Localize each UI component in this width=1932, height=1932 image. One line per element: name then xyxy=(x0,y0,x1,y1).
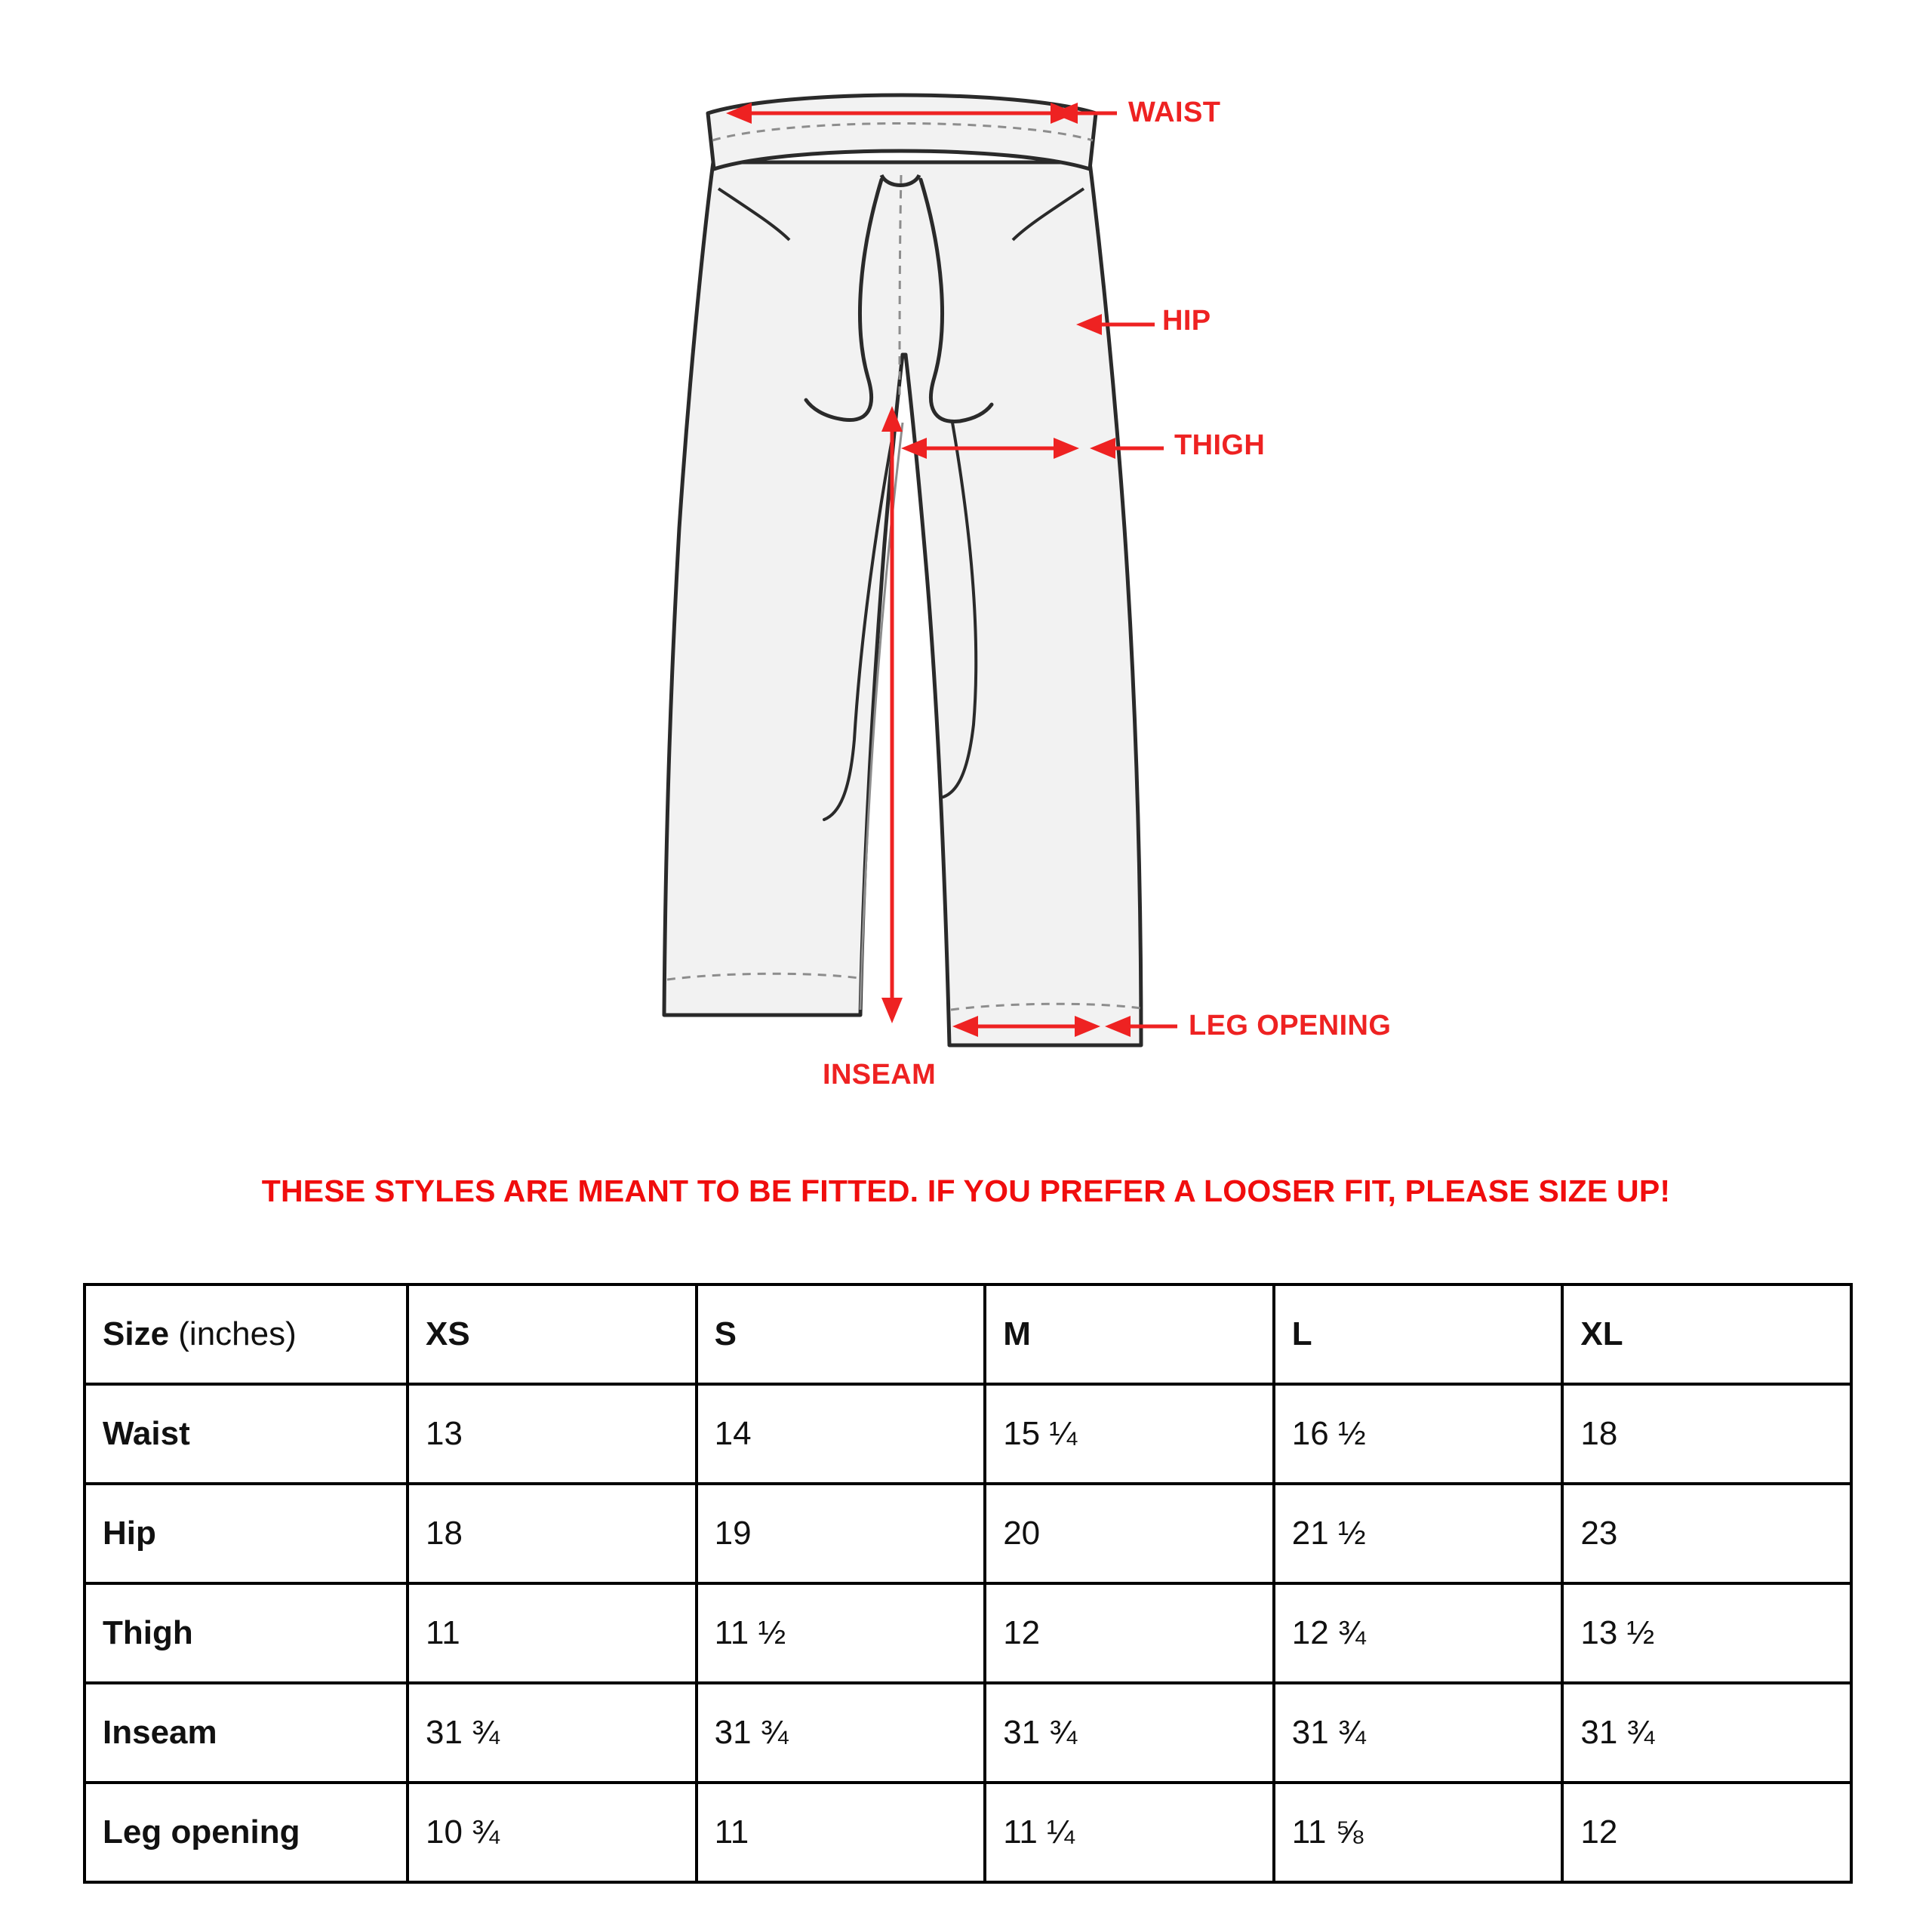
header-size-unit: (inches) xyxy=(169,1315,297,1352)
table-row xyxy=(85,1384,1851,1484)
table-row xyxy=(85,1583,1851,1683)
callout-label-thigh: THIGH xyxy=(1174,429,1266,461)
pants-outline xyxy=(664,95,1141,1045)
row-label-leg-opening: Leg opening xyxy=(85,1783,408,1882)
cell-thigh-l: 12 ¾ xyxy=(1274,1583,1563,1683)
cell-leg-opening-s: 11 xyxy=(697,1783,986,1882)
cell-inseam-l: 31 ¾ xyxy=(1274,1683,1563,1783)
cell-thigh-m: 12 xyxy=(985,1583,1274,1683)
cell-waist-m: 15 ¼ xyxy=(985,1384,1274,1484)
cell-waist-xl: 18 xyxy=(1562,1384,1851,1484)
callout-label-hip: HIP xyxy=(1162,305,1211,337)
cell-leg-opening-m: 11 ¼ xyxy=(985,1783,1274,1882)
cell-thigh-xs: 11 xyxy=(408,1583,697,1683)
row-label-inseam: Inseam xyxy=(85,1683,408,1783)
cell-inseam-m: 31 ¾ xyxy=(985,1683,1274,1783)
cell-inseam-xl: 31 ¾ xyxy=(1562,1683,1851,1783)
cell-hip-l: 21 ½ xyxy=(1274,1484,1563,1583)
row-label-thigh: Thigh xyxy=(85,1583,408,1683)
callout-label-leg-opening: LEG OPENING xyxy=(1189,1010,1392,1041)
cell-waist-xs: 13 xyxy=(408,1384,697,1484)
header-size-s: S xyxy=(697,1284,986,1384)
table-row xyxy=(85,1484,1851,1583)
cell-hip-xs: 18 xyxy=(408,1484,697,1583)
cell-leg-opening-xs: 10 ¾ xyxy=(408,1783,697,1882)
cell-leg-opening-xl: 12 xyxy=(1562,1783,1851,1882)
size-table-wrapper xyxy=(83,1283,1853,1884)
cell-inseam-xs: 31 ¾ xyxy=(408,1683,697,1783)
cell-waist-s: 14 xyxy=(697,1384,986,1484)
cell-hip-s: 19 xyxy=(697,1484,986,1583)
header-size-label: Size xyxy=(103,1315,170,1352)
fit-notice: THESE STYLES ARE MEANT TO BE FITTED. IF YOU PREFER A LOOSER FIT, PLEASE SIZE UP! xyxy=(261,1174,1671,1208)
header-size-l: L xyxy=(1274,1284,1563,1384)
size-table xyxy=(83,1283,1853,1884)
cell-waist-l: 16 ½ xyxy=(1274,1384,1563,1484)
row-label-waist: Waist xyxy=(85,1384,408,1484)
cell-thigh-s: 11 ½ xyxy=(697,1583,986,1683)
table-row xyxy=(85,1783,1851,1882)
cell-thigh-xl: 13 ½ xyxy=(1562,1583,1851,1683)
callout-label-waist: WAIST xyxy=(1128,97,1221,128)
table-row xyxy=(85,1683,1851,1783)
cell-inseam-s: 31 ¾ xyxy=(697,1683,986,1783)
table-header-row xyxy=(85,1284,1851,1384)
row-label-hip: Hip xyxy=(85,1484,408,1583)
callout-label-inseam: INSEAM xyxy=(823,1059,937,1091)
header-size-m: M xyxy=(985,1284,1274,1384)
header-size-xl: XL xyxy=(1562,1284,1851,1384)
cell-hip-m: 20 xyxy=(985,1484,1274,1583)
header-size-cell xyxy=(85,1284,408,1384)
cell-hip-xl: 23 xyxy=(1562,1484,1851,1583)
header-size-xs: XS xyxy=(408,1284,697,1384)
cell-leg-opening-l: 11 ⅝ xyxy=(1274,1783,1563,1882)
